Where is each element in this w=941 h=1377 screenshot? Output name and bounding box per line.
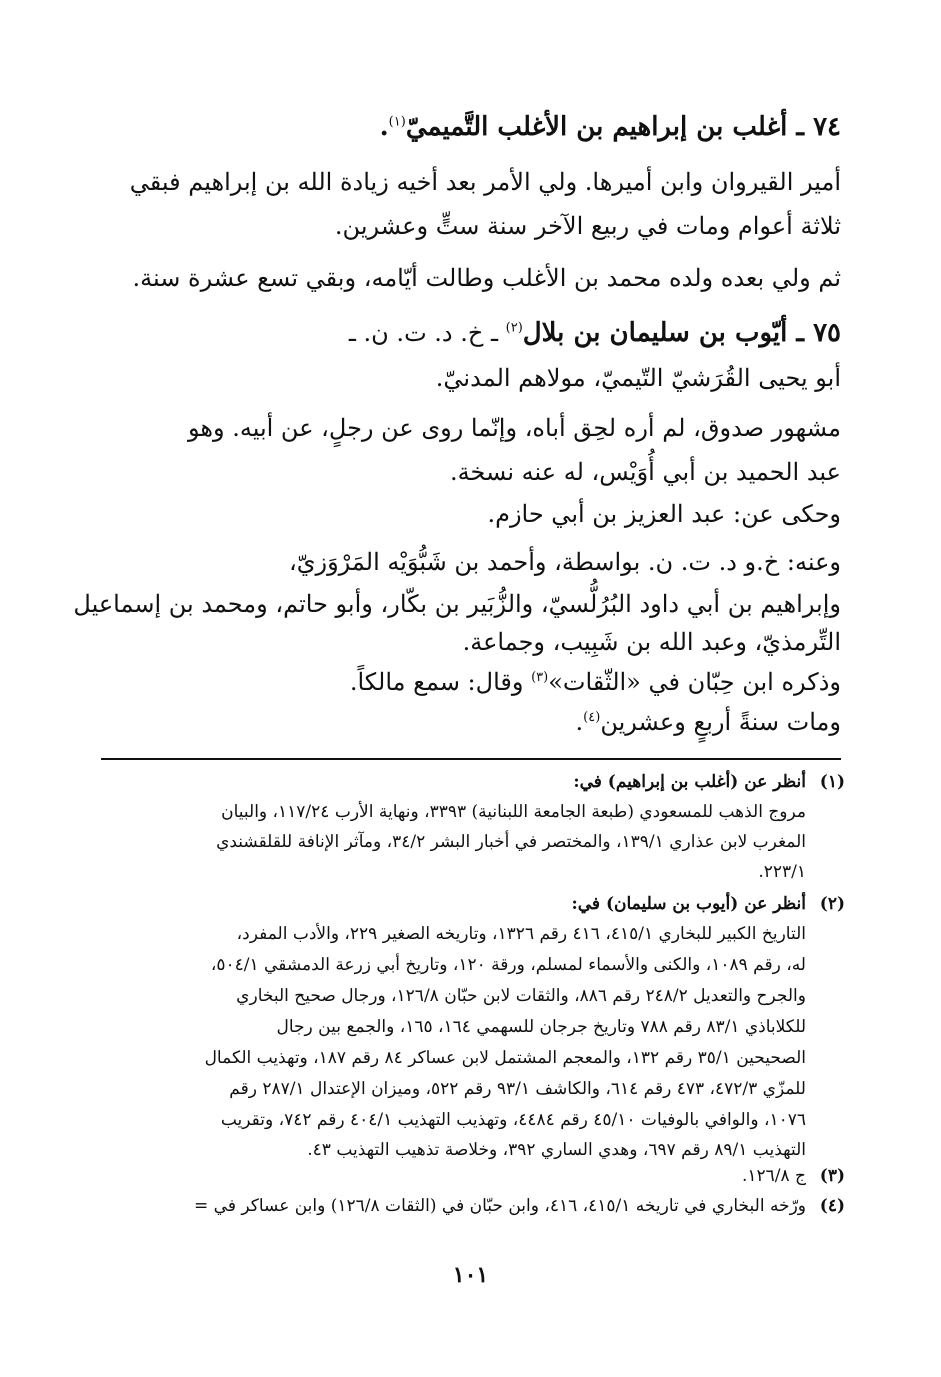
- entry-74-heading: [380, 112, 841, 142]
- footnote-2-line-6: للمزّي ٤٧٢/٣، ٤٧٣ رقم ٦١٤، والكاشف ٩٣/١ رقم ٥٢٢، وميزان الإعتدال ٢٨٧/١ رقم: [229, 1079, 806, 1099]
- footnote-2-line-8: التهذيب ٨٩/١ رقم ٦٩٧، وهدي الساري ٣٩٢، وخلاصة تذهيب التهذيب ٤٣.: [307, 1140, 806, 1160]
- footnote-1-line-1: مروج الذهب للمسعودي (طبعة الجامعة اللبنانية) ٣٣٩٣، ونهاية الأرب ١١٧/٢٤، والبيان: [221, 802, 806, 822]
- entry-75-death-post: .: [575, 708, 584, 736]
- footnote-2-number: (٢): [819, 894, 845, 914]
- entry-75-text-line-5: وعنه: خ.و د. ت. ن. بواسطة، وأحمد بن شَبُّوَيْه المَرْوَزيّ،: [288, 548, 841, 576]
- footnote-3-number: (٣): [819, 1166, 845, 1186]
- entry-75-death-ref: (٤): [583, 710, 601, 725]
- entry-75-thiqat-ref: (٣): [531, 670, 549, 685]
- entry-74-text-line-2: ثلاثة أعوام ومات في ربيع الآخر سنة ستٍّ وعشرين.: [334, 212, 841, 240]
- entry-75-death-line: [576, 708, 841, 736]
- footnote-1-heading: أنظر عن (أغلب بن إبراهيم) في:: [573, 772, 806, 792]
- entry-75-text-line-4: وحكى عن: عبد العزيز بن أبي حازم.: [487, 500, 841, 528]
- footnote-1-line-3: ٢٢٣/١.: [758, 862, 806, 882]
- entry-74-title: ٧٤ ـ أغلب بن إبراهيم بن الأغلب التَّميميّ: [405, 112, 841, 142]
- entry-75-text-line-1: أبو يحيى القُرَشيّ التّيميّ، مولاهم المدنيّ.: [435, 364, 841, 392]
- footnote-2-line-2: له، رقم ١٠٨٩، والكنى والأسماء لمسلم، ورقة ١٢٠، وتاريخ أبي زرعة الدمشقي ٥٠٤/١،: [210, 955, 806, 975]
- entry-74-text-line-3: ثم ولي بعده ولده محمد بن الأغلب وطالت أيّامه، وبقي تسع عشرة سنة.: [132, 264, 841, 292]
- entry-75-heading: [349, 318, 841, 348]
- footnote-2-line-7: ١٠٧٦، والوافي بالوفيات ٤٥/١٠ رقم ٤٤٨٤، وتهذيب التهذيب ٤٠٤/١ رقم ٧٤٢، وتقريب: [220, 1110, 806, 1130]
- footnote-2-line-3: والجرح والتعديل ٢٤٨/٢ رقم ٨٨٦، والثقات لابن حبّان ١٢٦/٨، ورجال صحيح البخاري: [236, 986, 806, 1006]
- entry-75-text-line-3: عبد الحميد بن أبي أُوَيْس، له عنه نسخة.: [449, 458, 841, 486]
- entry-75-source-codes: ـ خ. د. ت. ن. ـ: [348, 319, 506, 347]
- entry-75-text-line-6: وإبراهيم بن أبي داود البُرُلُّسيّ، والزُّبَير بن بكّار، وأبو حاتم، ومحمد بن إسماعيل: [73, 590, 841, 618]
- entry-75-footnote-ref: (٢): [505, 320, 523, 336]
- footnote-3-text: ج ١٢٦/٨.: [741, 1166, 806, 1186]
- entry-75-text-line-7: التِّرمذيّ، وعبد الله بن شَبِيب، وجماعة.: [462, 628, 841, 656]
- footnote-2-line-5: الصحيحين ٣٥/١ رقم ١٣٢، والمعجم المشتمل لابن عساكر ٨٤ رقم ١٨٧، وتهذيب الكمال: [204, 1048, 806, 1068]
- footnote-1-number: (١): [819, 772, 845, 792]
- entry-75-text-line-2: مشهور صدوق، لم أره لحِق أباه، وإنّما روى عن رجلٍ، عن أبيه. وهو: [187, 414, 841, 442]
- entry-75-thiqat-pre: وذكره ابن حِبّان في «الثّقات»: [548, 668, 841, 696]
- footnote-1-line-2: المغرب لابن عذاري ١٣٩/١، والمختصر في أخبار البشر ٣٤/٢، ومآثر الإنافة للقلقشندي: [216, 832, 806, 852]
- footnote-2-line-1: التاريخ الكبير للبخاري ٤١٥/١، ٤١٦ رقم ١٣٢٦، وتاريخه الصغير ٢٢٩، والأدب المفرد،: [236, 924, 806, 944]
- entry-74-text-line-1: أمير القيروان وابن أميرها. ولي الأمر بعد أخيه زيادة الله بن إبراهيم فبقي: [129, 168, 841, 196]
- footnote-4-text: ورّخه البخاري في تاريخه ٤١٥/١، ٤١٦، وابن حبّان في (الثقات ١٢٦/٨) وابن عساكر في =: [194, 1196, 806, 1216]
- page-number: ١٠١: [452, 1262, 489, 1288]
- entry-74-footnote-ref: (١): [388, 114, 406, 130]
- entry-75-thiqat-line: [350, 668, 841, 696]
- entry-75-thiqat-post: وقال: سمع مالكاً.: [349, 668, 532, 696]
- footnote-2-heading: أنظر عن (أيوب بن سليمان) في:: [571, 894, 806, 914]
- entry-74-title-end: .: [379, 112, 389, 142]
- entry-75-death-pre: ومات سنةً أربعٍ وعشرين: [600, 708, 841, 736]
- footnote-2-line-4: للكلاباذي ٨٣/١ رقم ٧٨٨ وتاريخ جرجان للسهمي ١٦٤، ١٦٥، والجمع بين رجال: [276, 1017, 806, 1037]
- entry-75-title: ٧٥ ـ أيّوب بن سليمان بن بلال: [522, 318, 841, 348]
- footnote-divider: [101, 758, 841, 760]
- footnote-4-number: (٤): [819, 1196, 845, 1216]
